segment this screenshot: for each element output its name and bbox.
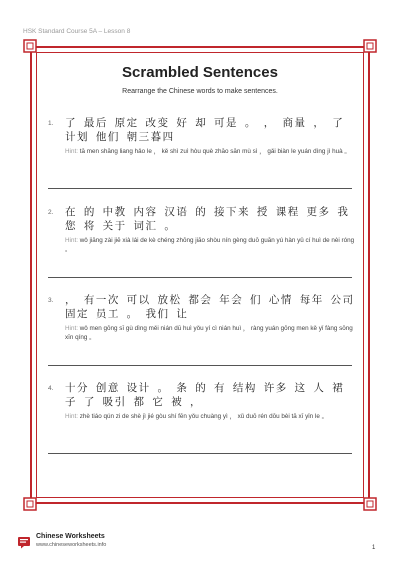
worksheet-instructions: Rearrange the Chinese words to make sentences.	[122, 88, 278, 95]
pinyin-hint	[65, 236, 355, 254]
hint-text: zhè tiáo qún zi de shè jì jié gòu shí fēn yǒu chuàng yì ， xǔ duō rén dōu bèi tā xī yǐn le 。	[79, 413, 328, 420]
scrambled-words: ， 有一次 可以 放松 都会 年会 们 心情 每年 公司 固定 员工 。 我们 让	[65, 294, 355, 320]
scrambled-words: 了 最后 原定 改变 好 却 可是 。 ， 商量 ， 了 计划 他们 朝三暮四	[65, 117, 345, 143]
hint-label: Hint:	[65, 237, 78, 244]
brand-name: Chinese Worksheets	[36, 533, 105, 540]
scrambled-words: 十分 创意 设计 。 条 的 有 结构 许多 这 人 裙子 了 吸引 都 它 被 ，	[65, 382, 345, 408]
page-number: 1	[372, 545, 376, 551]
question-number: 4.	[48, 385, 54, 392]
corner-ornament-icon	[23, 39, 37, 53]
hint-text: tā men shāng liang hǎo le ， kě shì zuì hòu què zhāo sān mù sì ， gǎi biàn le yuán dìng jì huà 。	[79, 148, 351, 155]
hint-label: Hint:	[65, 148, 78, 155]
question-number: 2.	[48, 209, 54, 216]
worksheet-title: Scrambled Sentences	[122, 64, 278, 81]
hint-label: Hint:	[65, 325, 78, 332]
answer-line[interactable]	[48, 188, 352, 189]
hint-label: Hint:	[65, 413, 78, 420]
answer-line[interactable]	[48, 277, 352, 278]
course-header: HSK Standard Course 5A – Lesson 8	[23, 28, 131, 35]
hint-text: wǒ men gōng sī gù dìng měi nián dū huì yǒu yí cì nián huì ， ràng yuán gōng men kě yǐ fàng sōng xīn qíng 。	[65, 325, 353, 341]
question-number: 3.	[48, 297, 54, 304]
pinyin-hint	[65, 324, 355, 342]
corner-ornament-icon	[363, 497, 377, 511]
hint-text: wǒ jiāng zài jiē xià lái de kè chéng zhōng jiāo shòu nín gèng duō guān yú hàn yǔ cí huì de nèi róng 。	[65, 237, 355, 253]
corner-ornament-icon	[363, 39, 377, 53]
question-number: 1.	[48, 120, 54, 127]
logo-icon	[18, 534, 32, 548]
brand-url[interactable]: www.chineseworksheets.info	[36, 542, 107, 548]
corner-ornament-icon	[23, 497, 37, 511]
pinyin-hint	[65, 147, 355, 156]
answer-line[interactable]	[48, 453, 352, 454]
scrambled-words: 在 的 中教 内容 汉语 的 接下来 授 课程 更多 我 您 将 关于 词汇 。	[65, 206, 350, 232]
pinyin-hint	[65, 412, 355, 421]
answer-line[interactable]	[48, 365, 352, 366]
